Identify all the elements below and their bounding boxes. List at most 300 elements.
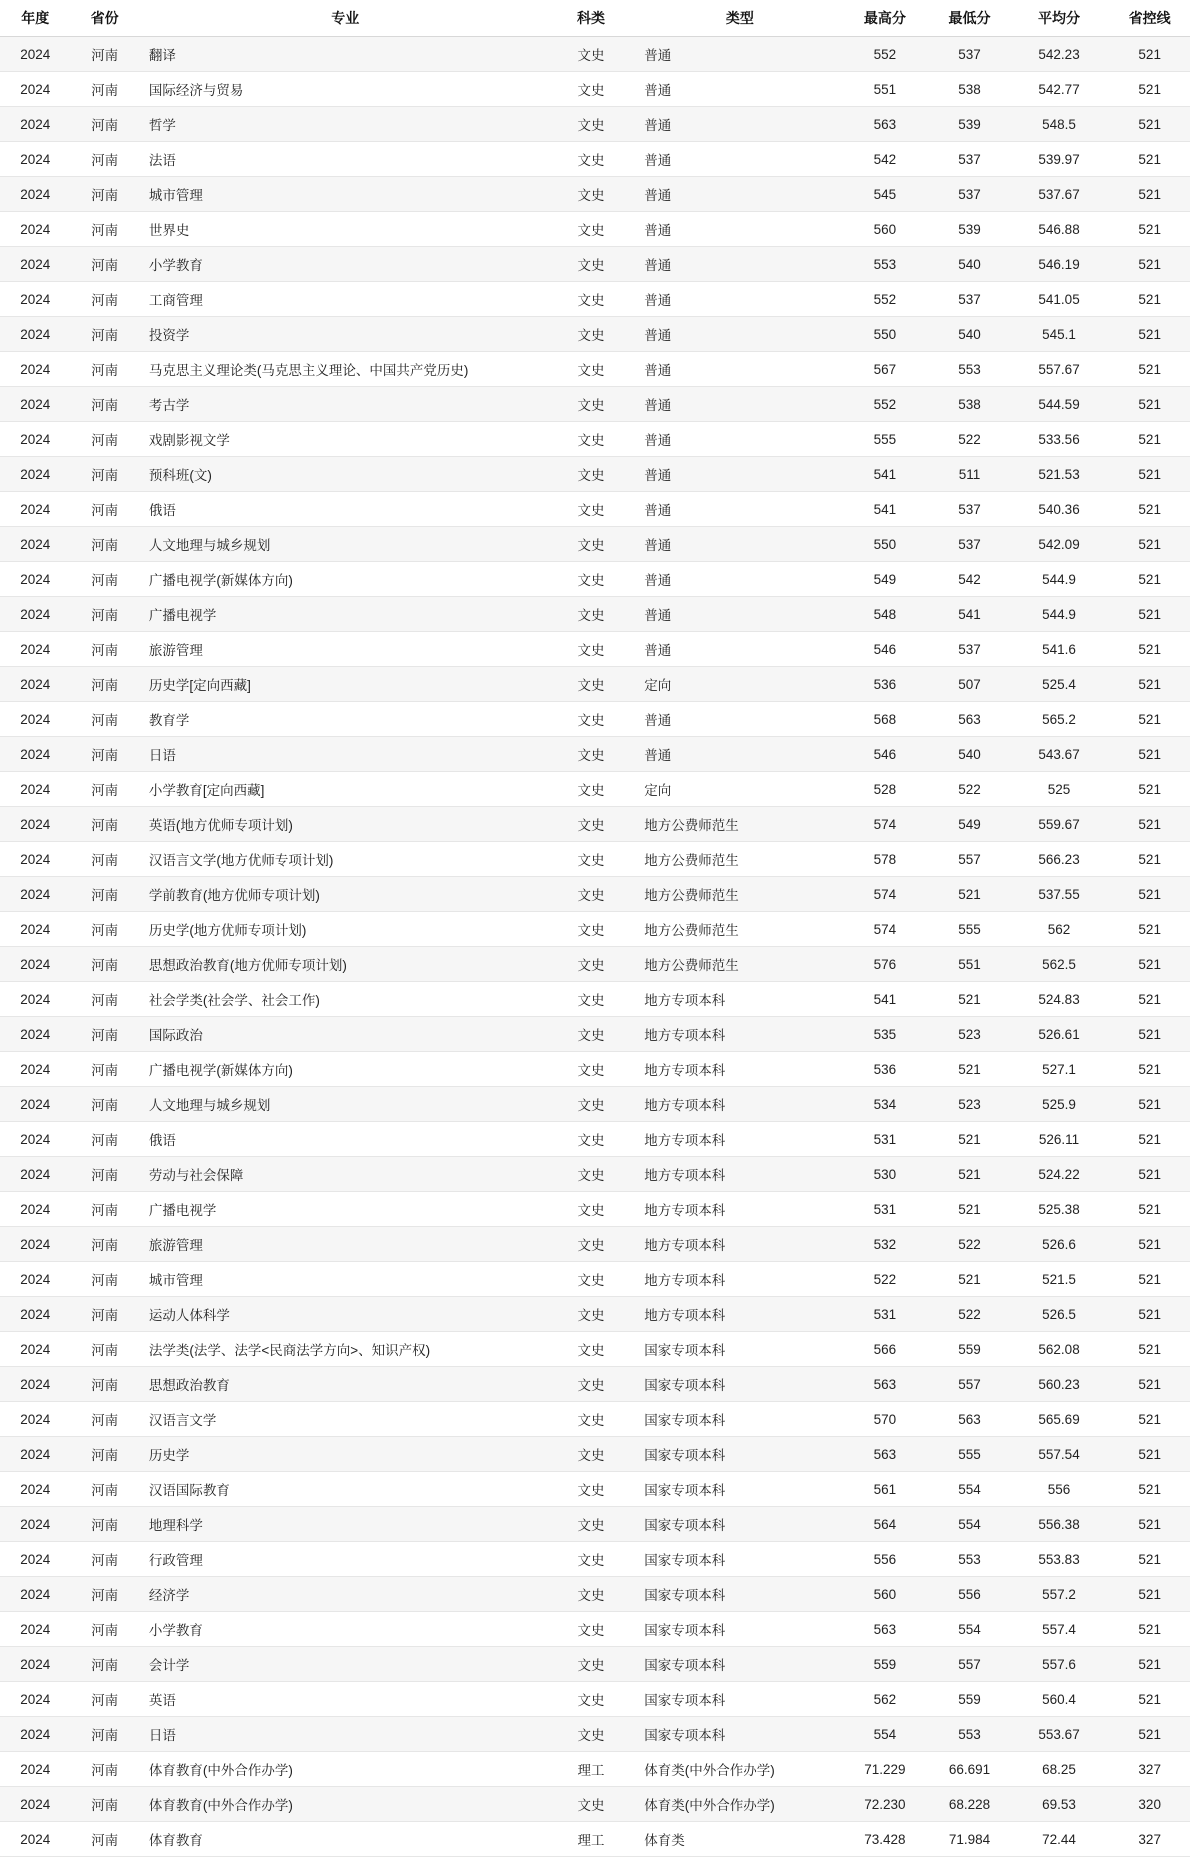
- cell-min-score: 521: [930, 1262, 1009, 1297]
- cell-province: 河南: [70, 317, 138, 352]
- cell-max-score: 549: [840, 562, 931, 597]
- cell-provincial-line: 521: [1109, 562, 1190, 597]
- cell-min-score: 554: [930, 1472, 1009, 1507]
- cell-provincial-line: 521: [1109, 247, 1190, 282]
- cell-subject-category: 文史: [546, 422, 637, 457]
- cell-min-score: 557: [930, 842, 1009, 877]
- table-row: [0, 1542, 1190, 1577]
- cell-max-score: 559: [840, 1647, 931, 1682]
- cell-province: 河南: [70, 1052, 138, 1087]
- cell-subject-category: 文史: [546, 527, 637, 562]
- cell-provincial-line: 521: [1109, 1437, 1190, 1472]
- cell-major: 体育教育: [139, 1822, 546, 1857]
- cell-major: 行政管理: [139, 1542, 546, 1577]
- cell-type: 普通: [636, 737, 839, 772]
- cell-subject-category: 文史: [546, 492, 637, 527]
- cell-type: 普通: [636, 352, 839, 387]
- cell-province: 河南: [70, 562, 138, 597]
- cell-year: 2024: [0, 562, 70, 597]
- cell-max-score: 72.230: [840, 1787, 931, 1822]
- cell-province: 河南: [70, 422, 138, 457]
- cell-avg-score: 521.5: [1009, 1262, 1110, 1297]
- cell-type: 地方专项本科: [636, 1122, 839, 1157]
- cell-subject-category: 文史: [546, 247, 637, 282]
- cell-major: 英语(地方优师专项计划): [139, 807, 546, 842]
- cell-avg-score: 526.61: [1009, 1017, 1110, 1052]
- cell-province: 河南: [70, 1542, 138, 1577]
- cell-max-score: 536: [840, 667, 931, 702]
- cell-type: 普通: [636, 317, 839, 352]
- cell-subject-category: 文史: [546, 877, 637, 912]
- cell-max-score: 552: [840, 387, 931, 422]
- cell-major: 历史学(地方优师专项计划): [139, 912, 546, 947]
- cell-subject-category: 文史: [546, 1437, 637, 1472]
- cell-min-score: 68.228: [930, 1787, 1009, 1822]
- cell-subject-category: 文史: [546, 1682, 637, 1717]
- table-row: [0, 667, 1190, 702]
- column-header-type: 类型: [636, 0, 839, 37]
- cell-avg-score: 542.23: [1009, 37, 1110, 72]
- cell-major: 哲学: [139, 107, 546, 142]
- cell-provincial-line: 521: [1109, 177, 1190, 212]
- cell-avg-score: 557.54: [1009, 1437, 1110, 1472]
- cell-avg-score: 533.56: [1009, 422, 1110, 457]
- cell-max-score: 73.428: [840, 1822, 931, 1857]
- cell-year: 2024: [0, 1717, 70, 1752]
- cell-provincial-line: 521: [1109, 1262, 1190, 1297]
- cell-province: 河南: [70, 842, 138, 877]
- cell-province: 河南: [70, 1752, 138, 1787]
- cell-provincial-line: 521: [1109, 982, 1190, 1017]
- table-row: [0, 37, 1190, 72]
- cell-subject-category: 文史: [546, 1577, 637, 1612]
- cell-provincial-line: 521: [1109, 1227, 1190, 1262]
- cell-major: 俄语: [139, 492, 546, 527]
- cell-min-score: 553: [930, 1542, 1009, 1577]
- cell-year: 2024: [0, 212, 70, 247]
- cell-subject-category: 文史: [546, 632, 637, 667]
- cell-type: 普通: [636, 597, 839, 632]
- cell-province: 河南: [70, 107, 138, 142]
- cell-major: 劳动与社会保障: [139, 1157, 546, 1192]
- cell-type: 普通: [636, 212, 839, 247]
- cell-provincial-line: 521: [1109, 107, 1190, 142]
- table-row: [0, 1297, 1190, 1332]
- table-row: [0, 702, 1190, 737]
- cell-type: 地方专项本科: [636, 1157, 839, 1192]
- cell-avg-score: 544.9: [1009, 597, 1110, 632]
- cell-type: 国家专项本科: [636, 1472, 839, 1507]
- cell-major: 小学教育: [139, 1612, 546, 1647]
- cell-max-score: 541: [840, 492, 931, 527]
- cell-min-score: 555: [930, 1437, 1009, 1472]
- cell-type: 地方公费师范生: [636, 947, 839, 982]
- cell-avg-score: 537.67: [1009, 177, 1110, 212]
- cell-major: 广播电视学: [139, 597, 546, 632]
- table-row: [0, 807, 1190, 842]
- cell-major: 世界史: [139, 212, 546, 247]
- table-row: [0, 1577, 1190, 1612]
- cell-major: 日语: [139, 737, 546, 772]
- cell-type: 地方专项本科: [636, 1087, 839, 1122]
- cell-year: 2024: [0, 912, 70, 947]
- cell-max-score: 563: [840, 1612, 931, 1647]
- cell-min-score: 541: [930, 597, 1009, 632]
- cell-province: 河南: [70, 632, 138, 667]
- cell-max-score: 564: [840, 1507, 931, 1542]
- cell-year: 2024: [0, 422, 70, 457]
- cell-type: 地方专项本科: [636, 1017, 839, 1052]
- cell-province: 河南: [70, 72, 138, 107]
- cell-year: 2024: [0, 142, 70, 177]
- column-header-subject-category: 科类: [546, 0, 637, 37]
- table-row: [0, 107, 1190, 142]
- cell-avg-score: 562.08: [1009, 1332, 1110, 1367]
- cell-type: 普通: [636, 142, 839, 177]
- cell-type: 体育类(中外合作办学): [636, 1787, 839, 1822]
- cell-type: 普通: [636, 247, 839, 282]
- cell-province: 河南: [70, 702, 138, 737]
- cell-type: 地方专项本科: [636, 1192, 839, 1227]
- column-header-provincial-line: 省控线: [1109, 0, 1190, 37]
- cell-subject-category: 理工: [546, 1822, 637, 1857]
- cell-year: 2024: [0, 1822, 70, 1857]
- cell-major: 广播电视学: [139, 1192, 546, 1227]
- cell-min-score: 554: [930, 1612, 1009, 1647]
- cell-major: 投资学: [139, 317, 546, 352]
- cell-max-score: 560: [840, 1577, 931, 1612]
- cell-min-score: 551: [930, 947, 1009, 982]
- cell-type: 普通: [636, 37, 839, 72]
- cell-avg-score: 556: [1009, 1472, 1110, 1507]
- table-row: [0, 1507, 1190, 1542]
- cell-min-score: 521: [930, 982, 1009, 1017]
- cell-provincial-line: 320: [1109, 1787, 1190, 1822]
- cell-provincial-line: 521: [1109, 1192, 1190, 1227]
- cell-year: 2024: [0, 1227, 70, 1262]
- cell-provincial-line: 521: [1109, 912, 1190, 947]
- cell-year: 2024: [0, 1297, 70, 1332]
- cell-max-score: 556: [840, 1542, 931, 1577]
- cell-max-score: 563: [840, 107, 931, 142]
- cell-subject-category: 文史: [546, 982, 637, 1017]
- cell-type: 普通: [636, 527, 839, 562]
- cell-year: 2024: [0, 1367, 70, 1402]
- table-row: [0, 1157, 1190, 1192]
- cell-provincial-line: 521: [1109, 947, 1190, 982]
- cell-major: 法语: [139, 142, 546, 177]
- cell-provincial-line: 521: [1109, 1157, 1190, 1192]
- cell-avg-score: 525.9: [1009, 1087, 1110, 1122]
- cell-subject-category: 文史: [546, 1052, 637, 1087]
- cell-max-score: 545: [840, 177, 931, 212]
- cell-min-score: 554: [930, 1507, 1009, 1542]
- cell-avg-score: 557.6: [1009, 1647, 1110, 1682]
- cell-type: 普通: [636, 702, 839, 737]
- table-row: [0, 527, 1190, 562]
- cell-min-score: 522: [930, 772, 1009, 807]
- cell-year: 2024: [0, 107, 70, 142]
- cell-type: 定向: [636, 772, 839, 807]
- cell-min-score: 563: [930, 1402, 1009, 1437]
- cell-year: 2024: [0, 1752, 70, 1787]
- cell-max-score: 574: [840, 912, 931, 947]
- cell-province: 河南: [70, 1717, 138, 1752]
- cell-max-score: 528: [840, 772, 931, 807]
- cell-max-score: 530: [840, 1157, 931, 1192]
- cell-province: 河南: [70, 1787, 138, 1822]
- cell-type: 普通: [636, 457, 839, 492]
- cell-province: 河南: [70, 142, 138, 177]
- cell-province: 河南: [70, 527, 138, 562]
- cell-min-score: 66.691: [930, 1752, 1009, 1787]
- cell-min-score: 523: [930, 1087, 1009, 1122]
- cell-year: 2024: [0, 1577, 70, 1612]
- cell-subject-category: 文史: [546, 352, 637, 387]
- cell-max-score: 561: [840, 1472, 931, 1507]
- cell-type: 国家专项本科: [636, 1507, 839, 1542]
- cell-min-score: 553: [930, 1717, 1009, 1752]
- cell-min-score: 522: [930, 422, 1009, 457]
- column-header-avg-score: 平均分: [1009, 0, 1110, 37]
- cell-avg-score: 524.22: [1009, 1157, 1110, 1192]
- cell-max-score: 552: [840, 282, 931, 317]
- cell-province: 河南: [70, 387, 138, 422]
- cell-avg-score: 553.83: [1009, 1542, 1110, 1577]
- cell-type: 地方公费师范生: [636, 912, 839, 947]
- cell-province: 河南: [70, 1647, 138, 1682]
- cell-major: 预科班(文): [139, 457, 546, 492]
- cell-type: 国家专项本科: [636, 1542, 839, 1577]
- cell-provincial-line: 521: [1109, 142, 1190, 177]
- cell-avg-score: 541.05: [1009, 282, 1110, 317]
- cell-provincial-line: 521: [1109, 1122, 1190, 1157]
- cell-major: 旅游管理: [139, 1227, 546, 1262]
- cell-type: 体育类(中外合作办学): [636, 1752, 839, 1787]
- table-header: [0, 0, 1190, 37]
- cell-provincial-line: 521: [1109, 1017, 1190, 1052]
- cell-major: 翻译: [139, 37, 546, 72]
- cell-year: 2024: [0, 982, 70, 1017]
- cell-province: 河南: [70, 597, 138, 632]
- cell-year: 2024: [0, 1542, 70, 1577]
- cell-min-score: 553: [930, 352, 1009, 387]
- cell-provincial-line: 521: [1109, 1682, 1190, 1717]
- cell-min-score: 521: [930, 1157, 1009, 1192]
- cell-province: 河南: [70, 1262, 138, 1297]
- cell-avg-score: 526.11: [1009, 1122, 1110, 1157]
- cell-max-score: 546: [840, 632, 931, 667]
- cell-min-score: 563: [930, 702, 1009, 737]
- cell-max-score: 551: [840, 72, 931, 107]
- cell-max-score: 552: [840, 37, 931, 72]
- cell-province: 河南: [70, 352, 138, 387]
- cell-provincial-line: 521: [1109, 1297, 1190, 1332]
- cell-subject-category: 文史: [546, 37, 637, 72]
- cell-min-score: 521: [930, 877, 1009, 912]
- cell-avg-score: 560.4: [1009, 1682, 1110, 1717]
- cell-min-score: 537: [930, 177, 1009, 212]
- cell-provincial-line: 521: [1109, 422, 1190, 457]
- cell-type: 国家专项本科: [636, 1647, 839, 1682]
- cell-min-score: 537: [930, 37, 1009, 72]
- cell-avg-score: 539.97: [1009, 142, 1110, 177]
- cell-max-score: 574: [840, 807, 931, 842]
- cell-subject-category: 文史: [546, 457, 637, 492]
- cell-type: 普通: [636, 177, 839, 212]
- cell-provincial-line: 521: [1109, 737, 1190, 772]
- cell-major: 思想政治教育: [139, 1367, 546, 1402]
- cell-province: 河南: [70, 1437, 138, 1472]
- table-row: [0, 492, 1190, 527]
- cell-subject-category: 文史: [546, 1542, 637, 1577]
- cell-subject-category: 文史: [546, 107, 637, 142]
- cell-provincial-line: 521: [1109, 492, 1190, 527]
- cell-year: 2024: [0, 1437, 70, 1472]
- cell-provincial-line: 327: [1109, 1822, 1190, 1857]
- cell-min-score: 549: [930, 807, 1009, 842]
- cell-avg-score: 527.1: [1009, 1052, 1110, 1087]
- cell-province: 河南: [70, 947, 138, 982]
- cell-avg-score: 526.5: [1009, 1297, 1110, 1332]
- cell-type: 国家专项本科: [636, 1577, 839, 1612]
- cell-provincial-line: 521: [1109, 667, 1190, 702]
- table-row: [0, 1647, 1190, 1682]
- cell-major: 考古学: [139, 387, 546, 422]
- cell-avg-score: 542.77: [1009, 72, 1110, 107]
- cell-year: 2024: [0, 1682, 70, 1717]
- cell-max-score: 568: [840, 702, 931, 737]
- cell-type: 定向: [636, 667, 839, 702]
- cell-min-score: 540: [930, 737, 1009, 772]
- cell-max-score: 576: [840, 947, 931, 982]
- table-row: [0, 597, 1190, 632]
- cell-subject-category: 文史: [546, 282, 637, 317]
- cell-major: 戏剧影视文学: [139, 422, 546, 457]
- cell-avg-score: 542.09: [1009, 527, 1110, 562]
- table-row: [0, 737, 1190, 772]
- table-row: [0, 212, 1190, 247]
- cell-year: 2024: [0, 1472, 70, 1507]
- cell-province: 河南: [70, 877, 138, 912]
- cell-min-score: 507: [930, 667, 1009, 702]
- cell-max-score: 563: [840, 1367, 931, 1402]
- cell-type: 普通: [636, 387, 839, 422]
- cell-year: 2024: [0, 1052, 70, 1087]
- cell-subject-category: 文史: [546, 842, 637, 877]
- cell-major: 马克思主义理论类(马克思主义理论、中国共产党历史): [139, 352, 546, 387]
- cell-subject-category: 文史: [546, 177, 637, 212]
- cell-avg-score: 548.5: [1009, 107, 1110, 142]
- cell-provincial-line: 521: [1109, 1717, 1190, 1752]
- cell-province: 河南: [70, 1367, 138, 1402]
- cell-provincial-line: 521: [1109, 807, 1190, 842]
- cell-major: 国际经济与贸易: [139, 72, 546, 107]
- cell-type: 普通: [636, 72, 839, 107]
- cell-subject-category: 文史: [546, 1122, 637, 1157]
- cell-avg-score: 68.25: [1009, 1752, 1110, 1787]
- column-header-min-score: 最低分: [930, 0, 1009, 37]
- cell-province: 河南: [70, 1402, 138, 1437]
- cell-provincial-line: 521: [1109, 1052, 1190, 1087]
- table-row: [0, 632, 1190, 667]
- cell-major: 汉语言文学: [139, 1402, 546, 1437]
- cell-year: 2024: [0, 1192, 70, 1227]
- cell-provincial-line: 521: [1109, 352, 1190, 387]
- cell-major: 人文地理与城乡规划: [139, 527, 546, 562]
- cell-provincial-line: 521: [1109, 597, 1190, 632]
- table-row: [0, 877, 1190, 912]
- cell-avg-score: 543.67: [1009, 737, 1110, 772]
- cell-provincial-line: 521: [1109, 702, 1190, 737]
- cell-major: 英语: [139, 1682, 546, 1717]
- cell-avg-score: 556.38: [1009, 1507, 1110, 1542]
- cell-avg-score: 537.55: [1009, 877, 1110, 912]
- cell-subject-category: 文史: [546, 1647, 637, 1682]
- cell-province: 河南: [70, 737, 138, 772]
- cell-max-score: 536: [840, 1052, 931, 1087]
- cell-min-score: 71.984: [930, 1822, 1009, 1857]
- cell-min-score: 537: [930, 527, 1009, 562]
- cell-provincial-line: 521: [1109, 387, 1190, 422]
- cell-min-score: 521: [930, 1192, 1009, 1227]
- table-row: [0, 1367, 1190, 1402]
- cell-provincial-line: 327: [1109, 1752, 1190, 1787]
- cell-major: 运动人体科学: [139, 1297, 546, 1332]
- cell-subject-category: 文史: [546, 1787, 637, 1822]
- cell-subject-category: 文史: [546, 142, 637, 177]
- table-header-row: [0, 0, 1190, 37]
- cell-avg-score: 525.4: [1009, 667, 1110, 702]
- table-row: [0, 1472, 1190, 1507]
- cell-major: 日语: [139, 1717, 546, 1752]
- cell-max-score: 550: [840, 317, 931, 352]
- cell-province: 河南: [70, 807, 138, 842]
- cell-type: 地方专项本科: [636, 1297, 839, 1332]
- cell-major: 汉语国际教育: [139, 1472, 546, 1507]
- table-row: [0, 1402, 1190, 1437]
- cell-type: 国家专项本科: [636, 1682, 839, 1717]
- cell-province: 河南: [70, 1122, 138, 1157]
- cell-min-score: 555: [930, 912, 1009, 947]
- cell-year: 2024: [0, 1122, 70, 1157]
- cell-avg-score: 557.67: [1009, 352, 1110, 387]
- cell-major: 教育学: [139, 702, 546, 737]
- cell-provincial-line: 521: [1109, 457, 1190, 492]
- cell-avg-score: 557.2: [1009, 1577, 1110, 1612]
- cell-major: 历史学: [139, 1437, 546, 1472]
- table-row: [0, 1437, 1190, 1472]
- column-header-major: 专业: [139, 0, 546, 37]
- cell-subject-category: 文史: [546, 1262, 637, 1297]
- cell-min-score: 539: [930, 212, 1009, 247]
- table-row: [0, 1752, 1190, 1787]
- cell-type: 地方专项本科: [636, 982, 839, 1017]
- cell-provincial-line: 521: [1109, 72, 1190, 107]
- cell-year: 2024: [0, 457, 70, 492]
- cell-subject-category: 文史: [546, 1332, 637, 1367]
- table-row: [0, 1017, 1190, 1052]
- cell-max-score: 531: [840, 1122, 931, 1157]
- cell-type: 普通: [636, 562, 839, 597]
- cell-subject-category: 文史: [546, 1087, 637, 1122]
- cell-min-score: 537: [930, 282, 1009, 317]
- cell-province: 河南: [70, 1087, 138, 1122]
- cell-province: 河南: [70, 1192, 138, 1227]
- cell-min-score: 540: [930, 247, 1009, 282]
- table-row: [0, 247, 1190, 282]
- cell-provincial-line: 521: [1109, 1087, 1190, 1122]
